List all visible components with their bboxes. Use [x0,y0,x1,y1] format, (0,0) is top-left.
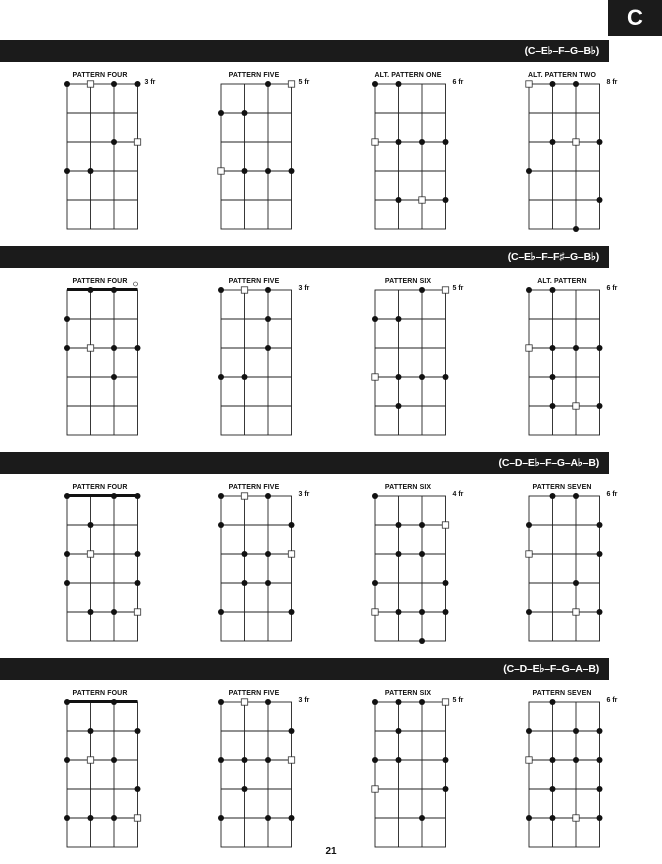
note-dot [597,197,603,203]
note-dot [289,609,295,615]
note-dot [419,609,425,615]
note-dot [396,403,402,409]
note-dot [526,609,532,615]
note-dot [289,815,295,821]
pattern-title: ALT. PATTERN [537,278,587,285]
note-dot [597,522,603,528]
root-note-marker [372,786,378,792]
fretboard-diagram [213,694,300,855]
note-dot [550,699,556,705]
root-note-marker [526,345,532,351]
root-note-marker [288,551,294,557]
root-note-marker [372,609,378,615]
root-note-marker [87,345,93,351]
note-dot [526,728,532,734]
fretboard-diagram [59,488,146,649]
note-dot [526,287,532,293]
pattern-title: PATTERN FIVE [228,484,280,491]
root-note-marker [573,609,579,615]
fretboard-diagram [367,282,454,443]
key-tab [608,0,662,36]
fret-position-label: 3 fr [144,79,156,86]
note-dot [597,786,603,792]
note-dot [218,815,224,821]
note-dot [218,609,224,615]
fretboard-frame [221,702,292,847]
fret-position-label: 5 fr [298,79,310,86]
note-dot [396,551,402,557]
note-dot [597,551,603,557]
note-dot [396,699,402,705]
fret-position-label: 5 fr [452,697,464,704]
note-dot [550,815,556,821]
note-dot [111,699,117,705]
fret-position-label: 3 fr [298,285,310,292]
fret-position-label: 8 fr [606,79,618,86]
note-dot [396,197,402,203]
note-dot [526,168,532,174]
note-dot [64,81,70,87]
note-dot [443,757,449,763]
root-note-marker [241,287,247,293]
nut-bar [67,288,138,291]
scale-formula-bar [0,452,609,474]
note-dot [111,815,117,821]
root-note-marker [573,815,579,821]
scale-formula-label: (C–E♭–F–F♯–G–B♭) [507,251,599,263]
note-dot [242,168,248,174]
pattern-title: PATTERN FOUR [72,72,128,79]
root-note-marker [134,815,140,821]
pattern-title: PATTERN SIX [384,278,432,285]
note-dot [111,757,117,763]
root-note-marker [526,551,532,557]
fret-position-label: 6 fr [452,79,464,86]
note-dot [443,197,449,203]
fretboard-frame [529,702,600,847]
fretboard-diagram [213,488,300,649]
fretboard-frame [67,290,138,435]
note-dot [64,757,70,763]
note-dot [597,815,603,821]
pattern-title: PATTERN FOUR [72,690,128,697]
note-dot [289,728,295,734]
note-dot [111,139,117,145]
fretboard-diagram [367,488,454,649]
note-dot [396,609,402,615]
note-dot [242,757,248,763]
fretboard-frame [221,84,292,229]
fretboard-frame [529,496,600,641]
note-dot [88,287,94,293]
fretboard-frame [67,496,138,641]
root-note-marker [442,287,448,293]
note-dot [265,493,271,499]
root-note-marker [134,609,140,615]
scale-formula-label: (C–D–E♭–F–G–A–B) [503,663,599,675]
note-dot [135,551,141,557]
note-dot [526,815,532,821]
fret-position-label: 6 fr [606,285,618,292]
pattern-title: PATTERN SEVEN [532,484,592,491]
fret-position-label: 3 fr [298,697,310,704]
note-dot [135,786,141,792]
pattern-title: PATTERN SEVEN [532,690,592,697]
note-dot [597,728,603,734]
pattern-title: PATTERN FOUR [72,278,128,285]
note-dot [550,287,556,293]
root-note-marker [87,81,93,87]
root-note-marker [573,139,579,145]
note-dot [597,345,603,351]
fretboard-diagram [367,76,454,237]
note-dot [88,815,94,821]
note-dot [573,81,579,87]
fret-position-label: 4 fr [452,491,464,498]
note-dot [396,81,402,87]
note-dot [396,139,402,145]
note-dot [265,345,271,351]
note-dot [419,699,425,705]
fretboard-frame [529,290,600,435]
note-dot [550,81,556,87]
pattern-title: ALT. PATTERN TWO [527,72,597,79]
fret-position-label: 3 fr [298,491,310,498]
root-note-marker [134,139,140,145]
note-dot [443,786,449,792]
note-dot [265,287,271,293]
note-dot [289,168,295,174]
note-dot [111,287,117,293]
root-note-marker [526,757,532,763]
note-dot [242,110,248,116]
note-dot [218,110,224,116]
note-dot [372,757,378,763]
pattern-title: PATTERN SIX [384,690,432,697]
note-dot [550,493,556,499]
pattern-title: PATTERN FIVE [228,278,280,285]
note-dot [419,374,425,380]
note-dot [550,403,556,409]
root-note-marker [241,493,247,499]
note-dot [242,786,248,792]
note-dot [265,551,271,557]
note-dot [573,580,579,586]
fret-position-label: 6 fr [606,697,618,704]
fretboard-diagram [59,282,146,443]
note-dot [64,580,70,586]
note-dot [218,699,224,705]
note-dot [419,638,425,644]
fretboard-frame [375,84,446,229]
note-dot [64,316,70,322]
fretboard-frame [375,496,446,641]
note-dot [419,815,425,821]
note-dot [443,580,449,586]
note-dot [526,522,532,528]
fret-position-label: 6 fr [606,491,618,498]
note-dot [597,609,603,615]
root-note-marker [87,551,93,557]
root-note-marker [241,699,247,705]
root-note-marker [218,168,224,174]
root-note-marker [288,757,294,763]
root-note-marker [442,699,448,705]
note-dot [550,374,556,380]
note-dot [550,345,556,351]
note-dot [111,345,117,351]
fretboard-diagram [213,282,300,443]
note-dot [396,757,402,763]
note-dot [64,551,70,557]
note-dot [419,139,425,145]
note-dot [597,139,603,145]
fretboard-diagram [213,76,300,237]
note-dot [443,374,449,380]
note-dot [265,699,271,705]
note-dot [135,81,141,87]
note-dot [550,757,556,763]
note-dot [64,345,70,351]
fretboard-diagram [521,76,608,237]
note-dot [573,345,579,351]
scale-formula-label: (C–E♭–F–G–B♭) [524,45,599,57]
note-dot [573,226,579,232]
note-dot [372,699,378,705]
note-dot [111,493,117,499]
note-dot [396,316,402,322]
scale-formula-bar [0,246,609,268]
note-dot [64,699,70,705]
key-tab-label: C [627,5,643,30]
note-dot [88,609,94,615]
root-note-marker [372,139,378,145]
note-dot [265,580,271,586]
root-note-marker [442,522,448,528]
note-dot [419,522,425,528]
fretboard-diagram [521,282,608,443]
root-note-marker [419,197,425,203]
page-number: 21 [325,846,337,857]
note-dot [111,374,117,380]
pattern-title: PATTERN SIX [384,484,432,491]
fretboard-diagram [367,694,454,855]
note-dot [135,493,141,499]
note-dot [372,580,378,586]
note-dot [419,287,425,293]
pattern-title: PATTERN FIVE [228,690,280,697]
nut-bar [67,494,138,497]
note-dot [550,786,556,792]
note-dot [573,493,579,499]
note-dot [242,374,248,380]
note-dot [242,551,248,557]
note-dot [597,403,603,409]
note-dot [265,815,271,821]
fretboard-frame [375,702,446,847]
note-dot [111,609,117,615]
note-dot [135,728,141,734]
fretboard-diagram [521,694,608,855]
fretboard-diagram [59,694,146,855]
note-dot [265,316,271,322]
note-dot [265,168,271,174]
note-dot [218,287,224,293]
note-dot [573,757,579,763]
note-dot [135,345,141,351]
note-dot [573,728,579,734]
fretboard-diagram [59,76,146,237]
root-note-marker [288,81,294,87]
fretboard-frame [67,702,138,847]
note-dot [218,757,224,763]
fretboard-frame [221,496,292,641]
fretboard-frame [375,290,446,435]
note-dot [218,493,224,499]
note-dot [64,815,70,821]
pattern-title: PATTERN FIVE [228,72,280,79]
fretboard-diagram [521,488,608,649]
note-dot [419,551,425,557]
note-dot [289,522,295,528]
fretboard-frame [67,84,138,229]
note-dot [597,757,603,763]
note-dot [372,316,378,322]
note-dot [443,139,449,145]
nut-bar [67,700,138,703]
pattern-title: PATTERN FOUR [72,484,128,491]
note-dot [218,522,224,528]
note-dot [265,757,271,763]
open-string-marker [134,282,138,286]
note-dot [372,493,378,499]
note-dot [64,493,70,499]
note-dot [242,580,248,586]
root-note-marker [573,403,579,409]
root-note-marker [372,374,378,380]
pattern-title: ALT. PATTERN ONE [374,72,442,79]
note-dot [88,522,94,528]
fretboard-frame [529,84,600,229]
scale-formula-bar [0,658,609,680]
fret-position-label: 5 fr [452,285,464,292]
root-note-marker [87,757,93,763]
note-dot [265,81,271,87]
note-dot [396,728,402,734]
note-dot [443,609,449,615]
note-dot [88,728,94,734]
fretboard-frame [221,290,292,435]
scale-formula-label: (C–D–E♭–F–G–A♭–B) [498,457,599,469]
note-dot [396,522,402,528]
note-dot [550,139,556,145]
note-dot [111,81,117,87]
scale-formula-bar [0,40,609,62]
note-dot [64,168,70,174]
note-dot [396,374,402,380]
note-dot [218,374,224,380]
note-dot [88,168,94,174]
note-dot [135,580,141,586]
note-dot [372,81,378,87]
root-note-marker [526,81,532,87]
